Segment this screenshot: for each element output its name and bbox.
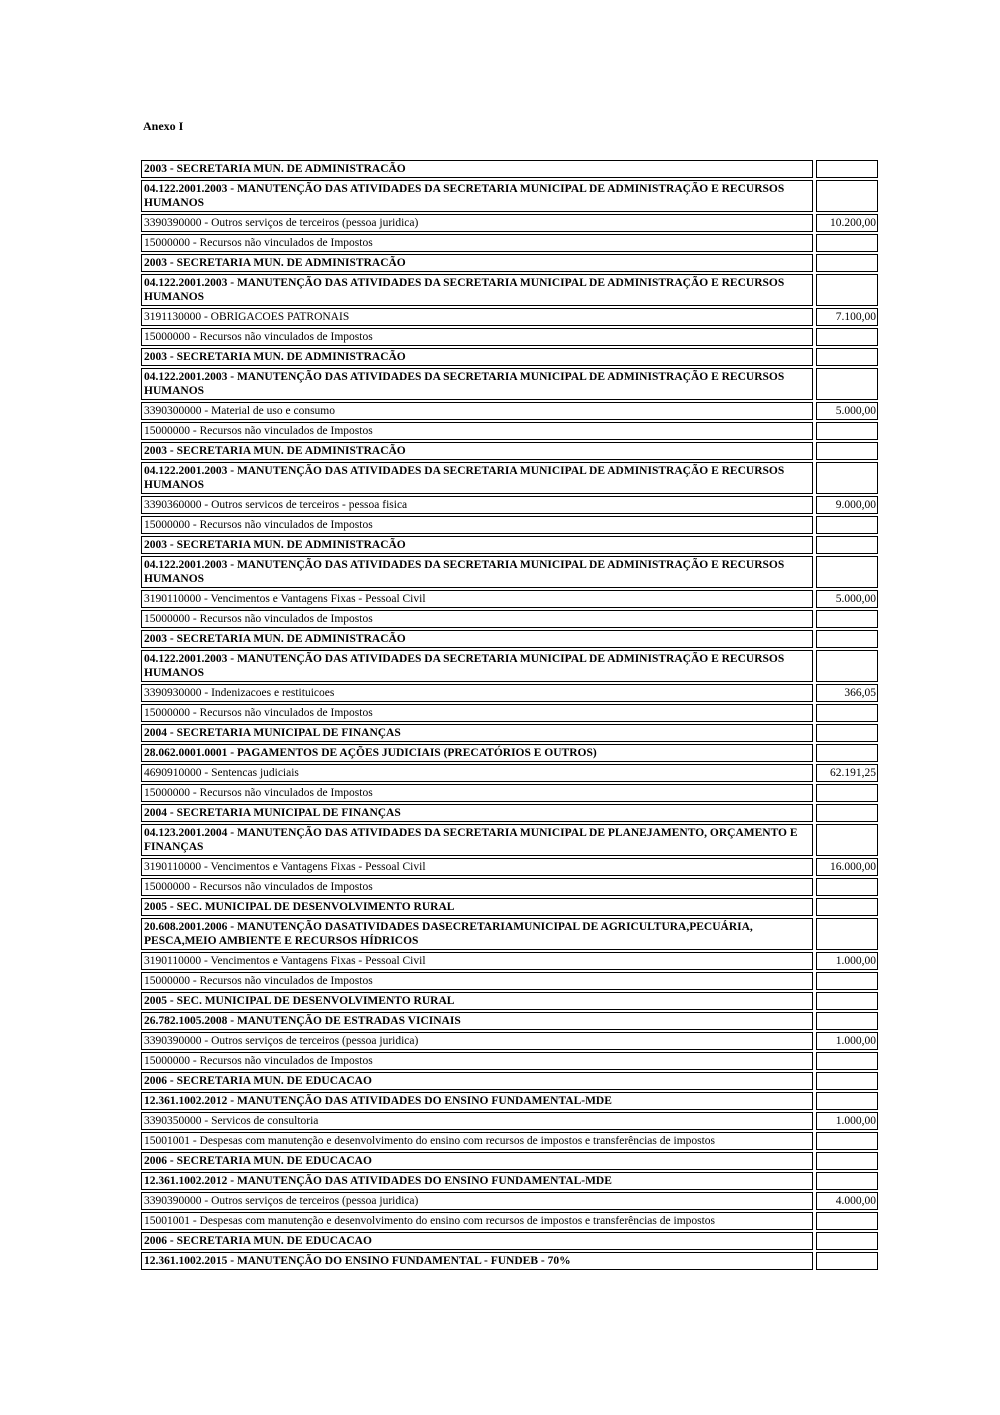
table-row xyxy=(141,684,878,702)
row-value xyxy=(816,1232,878,1250)
row-description: 15000000 - Recursos não vinculados de Impostos xyxy=(141,1052,813,1070)
row-value xyxy=(816,328,878,346)
row-value xyxy=(816,462,878,494)
table-row xyxy=(141,610,878,628)
table-row xyxy=(141,590,878,608)
table-row xyxy=(141,462,878,494)
table-row xyxy=(141,254,878,272)
row-value: 5.000,00 xyxy=(816,590,878,608)
table-row xyxy=(141,1092,878,1110)
row-description: 2003 - SECRETARIA MUN. DE ADMINISTRACÃO xyxy=(141,160,813,178)
row-description: 12.361.1002.2012 - MANUTENÇÃO DAS ATIVIDADES DO ENSINO FUNDAMENTAL-MDE xyxy=(141,1092,813,1110)
row-description: 2003 - SECRETARIA MUN. DE ADMINISTRACÃO xyxy=(141,536,813,554)
row-description: 04.122.2001.2003 - MANUTENÇÃO DAS ATIVIDADES DA SECRETARIA MUNICIPAL DE ADMINISTRAÇÃO E RECURSOS HUMANOS xyxy=(141,556,813,588)
table-row xyxy=(141,368,878,400)
table-row xyxy=(141,1052,878,1070)
row-value: 10.200,00 xyxy=(816,214,878,232)
row-description: 15000000 - Recursos não vinculados de Impostos xyxy=(141,422,813,440)
table-row xyxy=(141,496,878,514)
table-row xyxy=(141,1012,878,1030)
table-row xyxy=(141,348,878,366)
row-description: 2003 - SECRETARIA MUN. DE ADMINISTRACÃO xyxy=(141,442,813,460)
row-value xyxy=(816,536,878,554)
table-row xyxy=(141,878,878,896)
table-row xyxy=(141,972,878,990)
row-description: 15000000 - Recursos não vinculados de Impostos xyxy=(141,972,813,990)
row-value xyxy=(816,368,878,400)
row-value xyxy=(816,180,878,212)
table-row xyxy=(141,308,878,326)
table-row xyxy=(141,724,878,742)
table-row xyxy=(141,1232,878,1250)
table-row xyxy=(141,1112,878,1130)
row-description: 20.608.2001.2006 - MANUTENÇÃO DASATIVIDADES DASECRETARIAMUNICIPAL DE AGRICULTURA,PECUÁRIA, PESCA,MEIO AMBIENTE E RECURSOS HÍDRICOS xyxy=(141,918,813,950)
row-description: 3390300000 - Material de uso e consumo xyxy=(141,402,813,420)
row-description: 04.123.2001.2004 - MANUTENÇÃO DAS ATIVIDADES DA SECRETARIA MUNICIPAL DE PLANEJAMENTO, ORÇAMENTO E FINANÇAS xyxy=(141,824,813,856)
row-value xyxy=(816,274,878,306)
row-description: 04.122.2001.2003 - MANUTENÇÃO DAS ATIVIDADES DA SECRETARIA MUNICIPAL DE ADMINISTRAÇÃO E RECURSOS HUMANOS xyxy=(141,650,813,682)
row-description: 2004 - SECRETARIA MUNICIPAL DE FINANÇAS xyxy=(141,724,813,742)
row-description: 2005 - SEC. MUNICIPAL DE DESENVOLVIMENTO RURAL xyxy=(141,992,813,1010)
row-value xyxy=(816,804,878,822)
annex-table-body xyxy=(141,160,878,1270)
row-description: 4690910000 - Sentencas judiciais xyxy=(141,764,813,782)
row-description: 3190110000 - Vencimentos e Vantagens Fixas - Pessoal Civil xyxy=(141,952,813,970)
table-row xyxy=(141,650,878,682)
row-value xyxy=(816,1132,878,1150)
row-description: 15000000 - Recursos não vinculados de Impostos xyxy=(141,704,813,722)
table-row xyxy=(141,992,878,1010)
table-row xyxy=(141,274,878,306)
row-description: 3390390000 - Outros serviços de terceiros (pessoa juridica) xyxy=(141,214,813,232)
row-value xyxy=(816,254,878,272)
table-row xyxy=(141,180,878,212)
table-row xyxy=(141,1072,878,1090)
row-description: 15000000 - Recursos não vinculados de Impostos xyxy=(141,328,813,346)
table-row xyxy=(141,824,878,856)
annex-table xyxy=(141,158,878,1272)
row-description: 2006 - SECRETARIA MUN. DE EDUCACAO xyxy=(141,1152,813,1170)
row-description: 15001001 - Despesas com manutenção e desenvolvimento do ensino com recursos de impostos e transferências de impostos xyxy=(141,1132,813,1150)
row-description: 04.122.2001.2003 - MANUTENÇÃO DAS ATIVIDADES DA SECRETARIA MUNICIPAL DE ADMINISTRAÇÃO E RECURSOS HUMANOS xyxy=(141,368,813,400)
row-description: 3190110000 - Vencimentos e Vantagens Fixas - Pessoal Civil xyxy=(141,858,813,876)
table-row xyxy=(141,784,878,802)
table-row xyxy=(141,1132,878,1150)
table-row xyxy=(141,422,878,440)
table-row xyxy=(141,556,878,588)
row-description: 3390930000 - Indenizacoes e restituicoes xyxy=(141,684,813,702)
row-value: 62.191,25 xyxy=(816,764,878,782)
table-row xyxy=(141,744,878,762)
row-value xyxy=(816,724,878,742)
row-description: 12.361.1002.2015 - MANUTENÇÃO DO ENSINO FUNDAMENTAL - FUNDEB - 70% xyxy=(141,1252,813,1270)
row-value xyxy=(816,824,878,856)
row-description: 28.062.0001.0001 - PAGAMENTOS DE AÇÕES JUDICIAIS (PRECATÓRIOS E OUTROS) xyxy=(141,744,813,762)
row-value: 1.000,00 xyxy=(816,1112,878,1130)
table-row xyxy=(141,442,878,460)
row-description: 3390350000 - Servicos de consultoria xyxy=(141,1112,813,1130)
row-value xyxy=(816,704,878,722)
row-value xyxy=(816,516,878,534)
row-value xyxy=(816,1212,878,1230)
row-value xyxy=(816,610,878,628)
row-value xyxy=(816,1092,878,1110)
row-description: 3190110000 - Vencimentos e Vantagens Fixas - Pessoal Civil xyxy=(141,590,813,608)
row-description: 15000000 - Recursos não vinculados de Impostos xyxy=(141,234,813,252)
row-value xyxy=(816,630,878,648)
row-value xyxy=(816,1072,878,1090)
table-row xyxy=(141,630,878,648)
row-value: 9.000,00 xyxy=(816,496,878,514)
row-description: 26.782.1005.2008 - MANUTENÇÃO DE ESTRADAS VICINAIS xyxy=(141,1012,813,1030)
table-row xyxy=(141,516,878,534)
table-row xyxy=(141,704,878,722)
row-value xyxy=(816,784,878,802)
table-row xyxy=(141,1172,878,1190)
row-value: 1.000,00 xyxy=(816,1032,878,1050)
row-value: 16.000,00 xyxy=(816,858,878,876)
row-value xyxy=(816,1172,878,1190)
row-description: 15000000 - Recursos não vinculados de Impostos xyxy=(141,610,813,628)
table-row xyxy=(141,328,878,346)
table-row xyxy=(141,952,878,970)
row-value xyxy=(816,1052,878,1070)
row-description: 15000000 - Recursos não vinculados de Impostos xyxy=(141,516,813,534)
row-value xyxy=(816,1152,878,1170)
table-row xyxy=(141,1212,878,1230)
row-description: 2006 - SECRETARIA MUN. DE EDUCACAO xyxy=(141,1072,813,1090)
table-row xyxy=(141,1152,878,1170)
table-row xyxy=(141,1032,878,1050)
row-value xyxy=(816,898,878,916)
row-description: 2003 - SECRETARIA MUN. DE ADMINISTRACÃO xyxy=(141,254,813,272)
row-description: 2004 - SECRETARIA MUNICIPAL DE FINANÇAS xyxy=(141,804,813,822)
row-value xyxy=(816,422,878,440)
row-description: 2003 - SECRETARIA MUN. DE ADMINISTRACÃO xyxy=(141,630,813,648)
table-row xyxy=(141,898,878,916)
row-description: 3390390000 - Outros serviços de terceiros (pessoa juridica) xyxy=(141,1192,813,1210)
row-value xyxy=(816,556,878,588)
row-value xyxy=(816,160,878,178)
table-row xyxy=(141,858,878,876)
table-row xyxy=(141,536,878,554)
row-description: 12.361.1002.2012 - MANUTENÇÃO DAS ATIVIDADES DO ENSINO FUNDAMENTAL-MDE xyxy=(141,1172,813,1190)
row-value xyxy=(816,744,878,762)
row-value: 5.000,00 xyxy=(816,402,878,420)
row-description: 04.122.2001.2003 - MANUTENÇÃO DAS ATIVIDADES DA SECRETARIA MUNICIPAL DE ADMINISTRAÇÃO E RECURSOS HUMANOS xyxy=(141,180,813,212)
row-value: 7.100,00 xyxy=(816,308,878,326)
row-description: 2005 - SEC. MUNICIPAL DE DESENVOLVIMENTO RURAL xyxy=(141,898,813,916)
row-description: 15001001 - Despesas com manutenção e desenvolvimento do ensino com recursos de impostos e transferências de impostos xyxy=(141,1212,813,1230)
table-row xyxy=(141,1252,878,1270)
row-value xyxy=(816,348,878,366)
row-value xyxy=(816,992,878,1010)
row-description: 15000000 - Recursos não vinculados de Impostos xyxy=(141,784,813,802)
table-row xyxy=(141,1192,878,1210)
row-description: 3390390000 - Outros serviços de terceiros (pessoa juridica) xyxy=(141,1032,813,1050)
row-description: 3390360000 - Outros servicos de terceiros - pessoa fisica xyxy=(141,496,813,514)
row-value: 366,05 xyxy=(816,684,878,702)
table-row xyxy=(141,918,878,950)
row-value: 4.000,00 xyxy=(816,1192,878,1210)
row-value xyxy=(816,442,878,460)
row-description: 2006 - SECRETARIA MUN. DE EDUCACAO xyxy=(141,1232,813,1250)
row-value xyxy=(816,234,878,252)
table-row xyxy=(141,402,878,420)
table-row xyxy=(141,234,878,252)
document-title: Anexo I xyxy=(143,119,184,133)
row-description: 15000000 - Recursos não vinculados de Impostos xyxy=(141,878,813,896)
table-row xyxy=(141,804,878,822)
row-description: 04.122.2001.2003 - MANUTENÇÃO DAS ATIVIDADES DA SECRETARIA MUNICIPAL DE ADMINISTRAÇÃO E RECURSOS HUMANOS xyxy=(141,274,813,306)
row-value xyxy=(816,1252,878,1270)
row-value xyxy=(816,972,878,990)
row-value xyxy=(816,878,878,896)
row-description: 3191130000 - OBRIGACOES PATRONAIS xyxy=(141,308,813,326)
row-value xyxy=(816,650,878,682)
table-row xyxy=(141,160,878,178)
table-row xyxy=(141,214,878,232)
row-value xyxy=(816,1012,878,1030)
row-description: 04.122.2001.2003 - MANUTENÇÃO DAS ATIVIDADES DA SECRETARIA MUNICIPAL DE ADMINISTRAÇÃO E RECURSOS HUMANOS xyxy=(141,462,813,494)
table-row xyxy=(141,764,878,782)
row-value xyxy=(816,918,878,950)
row-value: 1.000,00 xyxy=(816,952,878,970)
row-description: 2003 - SECRETARIA MUN. DE ADMINISTRACÃO xyxy=(141,348,813,366)
